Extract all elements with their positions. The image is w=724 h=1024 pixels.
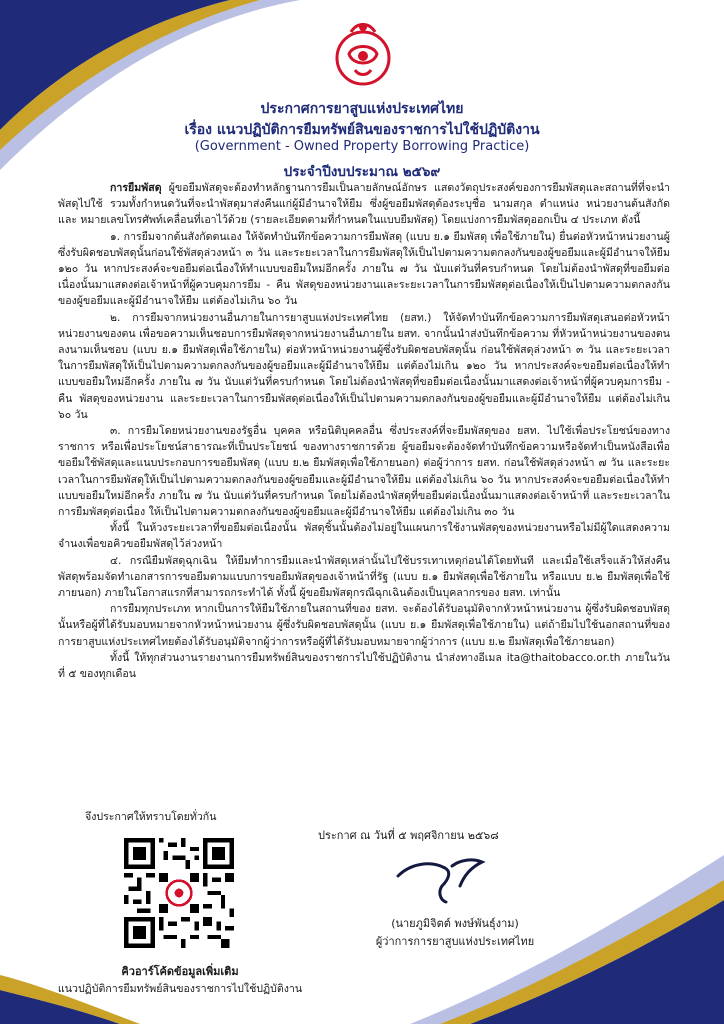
closing-announce: จึงประกาศให้ทราบโดยทั่วกัน [85, 811, 217, 823]
borrow-type-3: ๓. การยืมโดยหน่วยงานของรัฐอื่น บุคคล หรือนิติบุคคลอื่น ซึ่งประสงค์ที่จะยืมพัสดุของ ยสท. ไปใช้เพื่อประโยชน์ของทางราชการ หรือเพื่อประโยชน์สาธารณะที่เป็นประโยชน์ ของทางราชการด้วย ผู้ขอยืมจะต้องจัดทำบันทึกข้อความหรือจัดทำเป็นหนังสือเพื่อขอยืมใช้พัสดุและแนบประกอบการขอยืมพัสดุ (แบบ ย.๒ ยืมพัสดุเพื่อใช้ภายนอก) ต่อผู้ว่าการ ยสท. ก่อนใช้พัสดุล่วงหน้า ๗ วัน และระยะเวลาในการยืมพัสดุให้เป็นไปตามความตกลงกันของผู้ขอยืมและผู้มีอำนาจให้ยืม แต่ต้องไม่เกิน ๖๐ วัน หากประสงค์จะขอยืมต่อเนื่องให้ทำแบบขอยืมใหม่อีกครั้ง ภายใน ๗ วัน นับแต่วันที่ครบกำหนด โดยไม่ต้องนำพัสดุที่ขอยืมต่อเนื่องนั้นมาแสดงต่อเจ้าหน้าที่ และระยะเวลาในการยืมพัสดุต่อเนื่อง ให้เป็นไปตามความตกลงกันของผู้ขอยืมและผู้มีอำนาจให้ยืม แต่ต้องไม่เกิน ๓๐ วัน [58, 425, 670, 519]
signer-title: ผู้ว่าการการยาสูบแห่งประเทศไทย [375, 935, 535, 948]
intro-bold-term: การยืมพัสดุ [110, 182, 162, 194]
announcement-title: ประกาศการยาสูบแห่งประเทศไทย [260, 101, 464, 117]
announcement-subject-english: (Government - Owned Property Borrowing Practice) [194, 139, 530, 154]
fiscal-year: ประจำปีงบประมาณ ๒๕๖๙ [283, 164, 441, 180]
borrow-type-4: ๔. กรณียืมพัสดุฉุกเฉิน ให้ยืมทำการยืมและนำพัสดุเหล่านั้นไปใช้บรรเทาเหตุก่อนได้โดยทันที และเมื่อใช้เสร็จแล้วให้ส่งคืนพัสดุพร้อมจัดทำเอกสารการขอยืมตามแบบการขอยืมพัสดุของเจ้าหน้าที่รัฐ (แบบ ย.๑ ยืมพัสดุเพื่อใช้ภายใน หรือแบบ ย.๒ ยืมพัสดุเพื่อใช้ภายนอก) ภายในโอกาสแรกที่สามารถกระทำได้ ทั้งนี้ ผู้ขอยืมพัสดุกรณีฉุกเฉินต้องเป็นบุคลากรของ ยสท. เท่านั้น [58, 554, 670, 600]
borrow-type-3-note: ทั้งนี้ ในห้วงระยะเวลาที่ขอยืมต่อเนื่องนั้น พัสดุชิ้นนั้นต้องไม่อยู่ในแผนการใช้งานพัสดุของหน่วยงานหรือไม่มีผู้ใดแสดงความจำนงเพื่อขอคิวขอยืมพัสดุไว้ล่วงหน้า [58, 522, 670, 551]
borrow-type-2: ๒. การยืมจากหน่วยงานอื่นภายในการยาสูบแห่งประเทศไทย (ยสท.) ให้จัดทำบันทึกข้อความการยืมพัสดุเสนอต่อหัวหน้าหน่วยงานของตน เพื่อขอความเห็นชอบการยืมพัสดุจากหน่วยงานอื่นภายใน ยสท. จากนั้นนำส่งบันทึกข้อความ ที่หัวหน้าหน่วยงานของตนลงนามเห็นชอบ (แบบ ย.๑ ยืมพัสดุเพื่อใช้ภายใน) ต่อหัวหน้าหน่วยงานผู้ซึ่งรับผิดชอบพัสดุนั้น ก่อนใช้พัสดุล่วงหน้า ๓ วัน และระยะเวลาในการยืมพัสดุให้เป็นไปตามความตกลงกันของผู้ขอยืมและผู้มีอำนาจให้ยืม แต่ต้องไม่เกิน ๑๒๐ วัน หากประสงค์จะขอยืมต่อเนื่องให้ทำแบบขอยืมใหม่อีกครั้ง ภายใน ๗ วัน นับแต่วันที่ครบกำหนด โดยไม่ต้องนำพัสดุที่ขอยืมต่อเนื่องนั้นมาแสดงต่อเจ้าหน้าที่ผู้ควบคุมการยืม - คืน พัสดุของหน่วยงาน และระยะเวลาในการยืมพัสดุต่อเนื่องให้เป็นไปตามความตกลงกันของผู้ขอยืมและผู้มีอำนาจให้ยืม แต่ต้องไม่เกิน ๖๐ วัน [58, 311, 670, 421]
signer-name: (นายภูมิจิตต์ พงษ์พันธุ์งาม) [391, 917, 519, 930]
intro-text: ผู้ขอยืมพัสดุจะต้องทำหลักฐานการยืมเป็นลายลักษณ์อักษร แสดงวัตถุประสงค์ของการยืมพัสดุและสถานที่ที่จะนำพัสดุไปใช้ รวมทั้งกำหนดวันที่จะนำพัสดุมาส่งคืนแก่ผู้มีอำนาจให้ยืม ซึ่งผู้ขอยืมพัสดุต้องระบุชื่อ นามสกุล ตำแหน่ง หน่วยงานต้นสังกัด และ หมายเลขโทรศัพท์เคลื่อนที่เอาไว้ด้วย (รายละเอียดตามที่กำหนดในแบบยืมพัสดุ) โดยแบ่งการยืมพัสดุออกเป็น ๔ ประเภท ดังนี้ [58, 182, 670, 227]
reporting-rule: ทั้งนี้ ให้ทุกส่วนงานรายงานการยืมทรัพย์สินของราชการไปใช้ปฏิบัติงาน นำส่งทางอีเมล ita@thaitobacco.or.th ภายในวันที่ ๕ ของทุกเดือน [58, 651, 670, 681]
qr-sublabel: แนวปฏิบัติการยืมทรัพย์สินของราชการไปใช้ปฏิบัติงาน [57, 983, 303, 995]
signature-icon [390, 846, 510, 906]
tobacco-authority-emblem-icon [327, 18, 399, 90]
qr-label: คิวอาร์โค้ดข้อมูลเพิ่มเติม [121, 965, 239, 978]
announcement-subject: เรื่อง แนวปฏิบัติการยืมทรัพย์สินของราชการไปใช้ปฏิบัติงาน [184, 122, 540, 138]
qr-code[interactable] [124, 838, 234, 948]
announcement-date: ประกาศ ณ วันที่ ๕ พฤศจิกายน ๒๕๖๘ [318, 829, 499, 842]
general-rule: การยืมทุกประเภท หากเป็นการให้ยืมใช้ภายในสถานที่ของ ยสท. จะต้องได้รับอนุมัติจากหัวหน้าหน่วยงาน ผู้ซึ่งรับผิดชอบพัสดุนั้นหรือผู้ที่ได้รับมอบหมายจากหัวหน้าหน่วยงาน ผู้ซึ่งรับผิดชอบพัสดุนั้น (แบบ ย.๑ ยืมพัสดุเพื่อใช้ภายใน) แต่ถ้ายืมไปใช้นอกสถานที่ของการยาสูบแห่งประเทศไทยต้องได้รับอนุมัติจากผู้ว่าการหรือผู้ที่ได้รับมอบหมายจากผู้ว่าการ (แบบ ย.๒ ยืมพัสดุเพื่อใช้ภายนอก) [58, 603, 670, 648]
borrow-type-1: ๑. การยืมจากต้นสังกัดตนเอง ให้จัดทำบันทึกข้อความการยืมพัสดุ (แบบ ย.๑ ยืมพัสดุ เพื่อใช้ภายใน) ยื่นต่อหัวหน้าหน่วยงานผู้ซึ่งรับผิดชอบพัสดุนั้นก่อนใช้พัสดุล่วงหน้า ๓ วัน และระยะเวลาในการยืมพัสดุให้เป็นไปตามความตกลงกันของผู้ขอยืมและผู้มีอำนาจให้ยืม ๑๒๐ วัน หากประสงค์จะขอยืมต่อเนื่องให้ทำแบบขอยืมใหม่อีกครั้ง ภายใน ๗ วัน นับแต่วันที่ครบกำหนด โดยไม่ต้องนำพัสดุที่ขอยืมต่อเนื่องนั้นมาแสดงต่อเจ้าหน้าที่ผู้ควบคุมการยืม - คืน พัสดุของหน่วยงานและระยะเวลาในการยืมพัสดุต่อเนื่องให้เป็นไปตามความตกลงกันของผู้ขอยืมและผู้มีอำนาจให้ยืม แต่ต้องไม่เกิน ๖๐ วัน [58, 230, 670, 308]
announcement-body [58, 180, 670, 682]
intro-paragraph [58, 180, 670, 229]
